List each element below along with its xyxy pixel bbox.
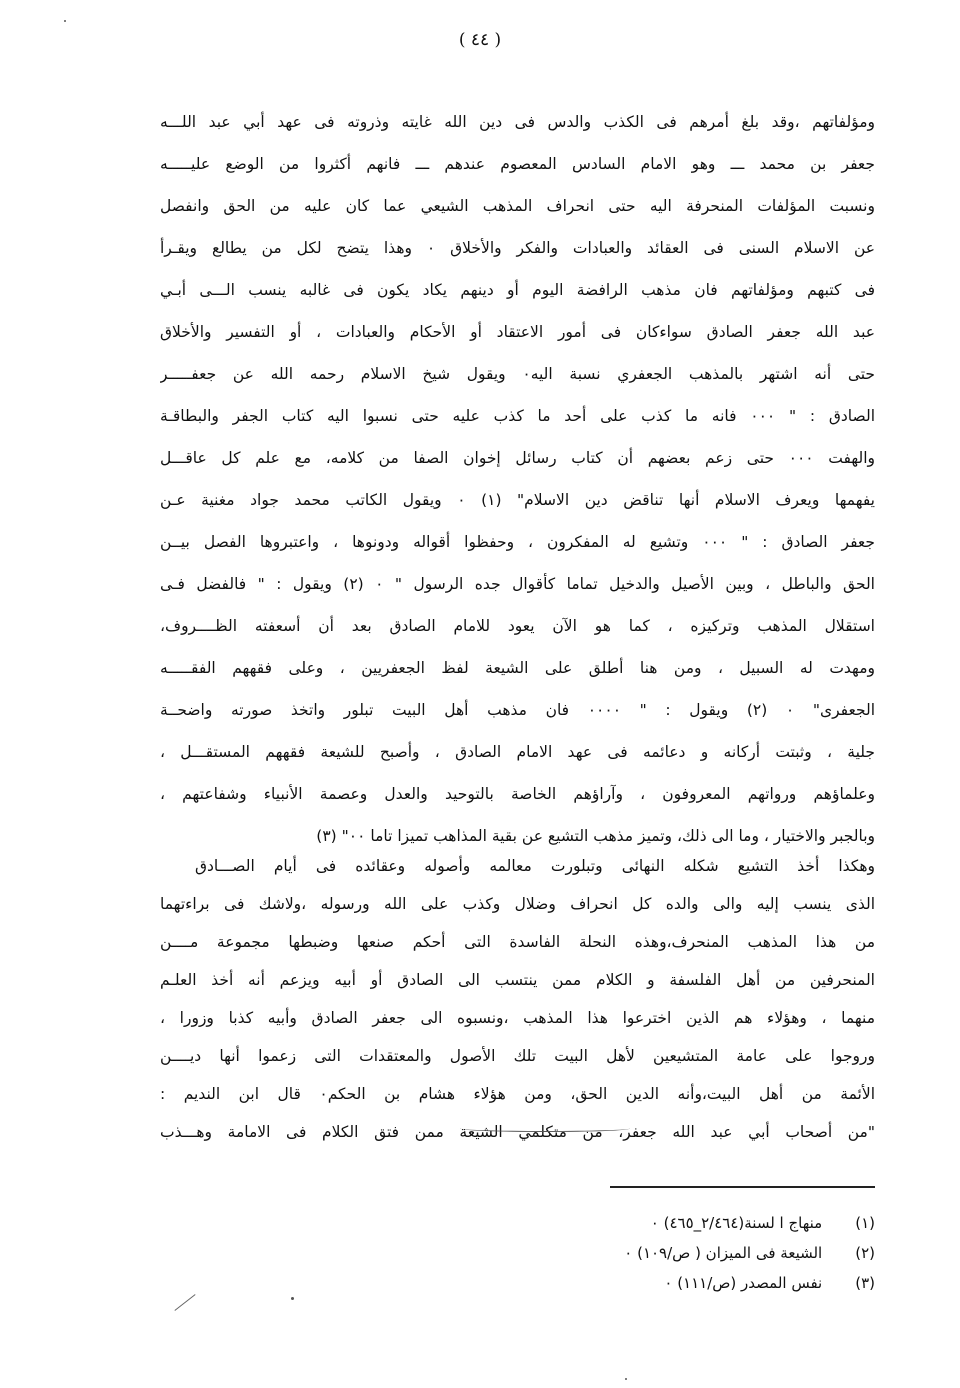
text-line: الصادق : " ٠٠٠ فانه ما كذب على أحد ما كذب عليه حتى نسبوا اليه كتاب الجفر والبطاقـة xyxy=(160,407,875,425)
text-line: ومهدت له السبيل ، ومن هنا أطلق على الشيعة لفظ الجعفريين ، وعلى فقههم الفقـــــه xyxy=(160,659,875,677)
footnote-item xyxy=(500,1268,875,1298)
footnote-item xyxy=(500,1238,875,1268)
text-line: جعفر الصادق : " ٠٠٠ وتشيع له المفكرون ، وحفظوا أقواله ودونوها ، واعتبروها الفصل بيــن xyxy=(160,533,875,551)
text-line: عبد الله جعفر الصادق سواءكان فى أمور الاعتقاد أو الأحكام والعبادات ، أو التفسير والأخلاق xyxy=(160,323,875,341)
text-line: ومؤلفاتهم ،وقد بلغ أمرهم فى الكذب والدس فى دين الله غايته وذروته فى عهد أبي عبد اللـــه xyxy=(160,113,875,131)
text-line: حتى أنه اشتهر بالمذهب الجعفري نسبة اليه٠ ويقول شيخ الاسلام رحمه الله عن جعفـــــر xyxy=(160,365,875,383)
text-line: الذى ينسب إليه والى والده كل انحراف وضلال وكذب على الله ورسوله ،ولاشك فى براءتهما xyxy=(160,895,875,913)
text-line: جعفر بن محمد ـــ وهو الامام السادس المعصوم عندهم ـــ فانهم أكثروا من الوضع عليـــــه xyxy=(160,155,875,173)
text-line: يفهمها ويعرف الاسلام أنها تناقض دين الاسلام" (١) ٠ ويقول الكاتب محمد جواد مغنية عـن xyxy=(160,491,875,509)
text-line: جلية ، وثبتت أركانه و دعائمه فى عهد الامام الصادق ، وأصبح للشيعة فقههم المستقـــل ، xyxy=(160,743,875,761)
handwritten-underline xyxy=(460,1125,630,1132)
margin-stroke xyxy=(174,1294,195,1311)
footnote-number: (٢) xyxy=(855,1244,875,1262)
scan-speck xyxy=(64,20,66,22)
footnote-number: (٣) xyxy=(855,1274,875,1292)
text-line: وروجوا على عامة المتشيعين لأهل البيت تلك الأصول والمعتقدات التى زعموا أنها ديــــن xyxy=(160,1047,875,1065)
text-line: المنحرفين من أهل الفلسفة و الكلام ممن ينتسب الى الصادق أو أبيه ويزعم أنه أخذ العلـم xyxy=(160,971,875,989)
text-line: ونسبت المؤلفات المنحرفة اليه حتى انحراف المذهب الشيعي عما كان عليه من الحق وانفصل xyxy=(160,197,875,215)
text-line: وعلماؤهم ورواتهم المعروفون ، وآراؤهم الخاصة بالتوحيد والعدل وعصمة الأنبياء وشفاعتهم ، xyxy=(160,785,875,803)
footnote-item xyxy=(500,1208,875,1238)
text-line: وهكذا أخذ التشيع شكله النهائى وتبلورت معالمه وأصوله وعقائده فى أيام الصـــادق xyxy=(195,857,875,875)
scan-speck xyxy=(625,1378,627,1380)
footnote-text: منهاج ا لسنة(٢/٤٦٤_٤٦٥) ٠ xyxy=(650,1214,823,1232)
text-line: فى كتبهم ومؤلفاتهم فان مذهب الرافضة اليوم أو دينهم يكاد يكون فى غالبه ينسب الـــى أبـي xyxy=(160,281,875,299)
text-line: والهفت ٠٠٠ حتى زعم بعضهم أن كتاب رسائل إخوان الصفا من كلامه، مع علم كل عاقـــل xyxy=(160,449,875,467)
scan-speck xyxy=(291,1297,294,1300)
footnote-separator xyxy=(610,1186,875,1188)
text-line: الجعفرى" ٠ (٢) ويقول : " ٠٠٠٠ فان مذهب أهل البيت تبلور واتخذ صورته واضحــة xyxy=(160,701,875,719)
text-line: وبالجبر والاختيار ، وما الى ذلك، وتميز مذهب التشيع عن بقية المذاهب تميزا تاما ٠٠" (٣) xyxy=(316,827,875,845)
footnote-text: نفس المصدر (ص/١١١) ٠ xyxy=(664,1274,823,1292)
text-line: من هذا المذهب المنحرف،وهذه النحلة الفاسدة التى أحكم صنعها وضبطها مجموعة مــــن xyxy=(160,933,875,951)
footnotes xyxy=(500,1208,875,1298)
text-line: الحق والباطل ، وبين الأصيل والدخيل تماما كأقوال جده الرسول " ٠ (٢) ويقول : " فالفضل فـى xyxy=(160,575,875,593)
page-number: ( ٤٤ ) xyxy=(458,30,502,50)
footnote-text: الشيعة فى الميزان ( ص/١٠٩) ٠ xyxy=(624,1244,823,1262)
text-line: عن الاسلام السنى فى العقائد والعبادات والفكر والأخلاق ٠ وهذا يتضح لكل من يطالع ويقـرأ xyxy=(160,239,875,257)
text-line: منهما ، وهؤلاء هم الذين اخترعوا هذا المذهب ،ونسبوه الى جعفر الصادق وأبيه كذبا وزورا ، xyxy=(160,1009,875,1027)
text-line: استقلال المذهب وتركيزه ، كما هو الآن يعود للامام الصادق بعد أن أسعفته الظــــروف، xyxy=(160,617,875,635)
footnote-number: (١) xyxy=(855,1214,875,1232)
text-line: الأئمة من أهل البيت،وأنه الدين الحق، ومن هؤلاء هشام بن الحكم٠ قال ابن النديم : xyxy=(160,1085,875,1103)
text-line: "من أصحاب أبي عبد الله جعفر، من متكلمي الشيعة ممن فتق الكلام فى الامامة وهـــذب xyxy=(160,1123,875,1141)
